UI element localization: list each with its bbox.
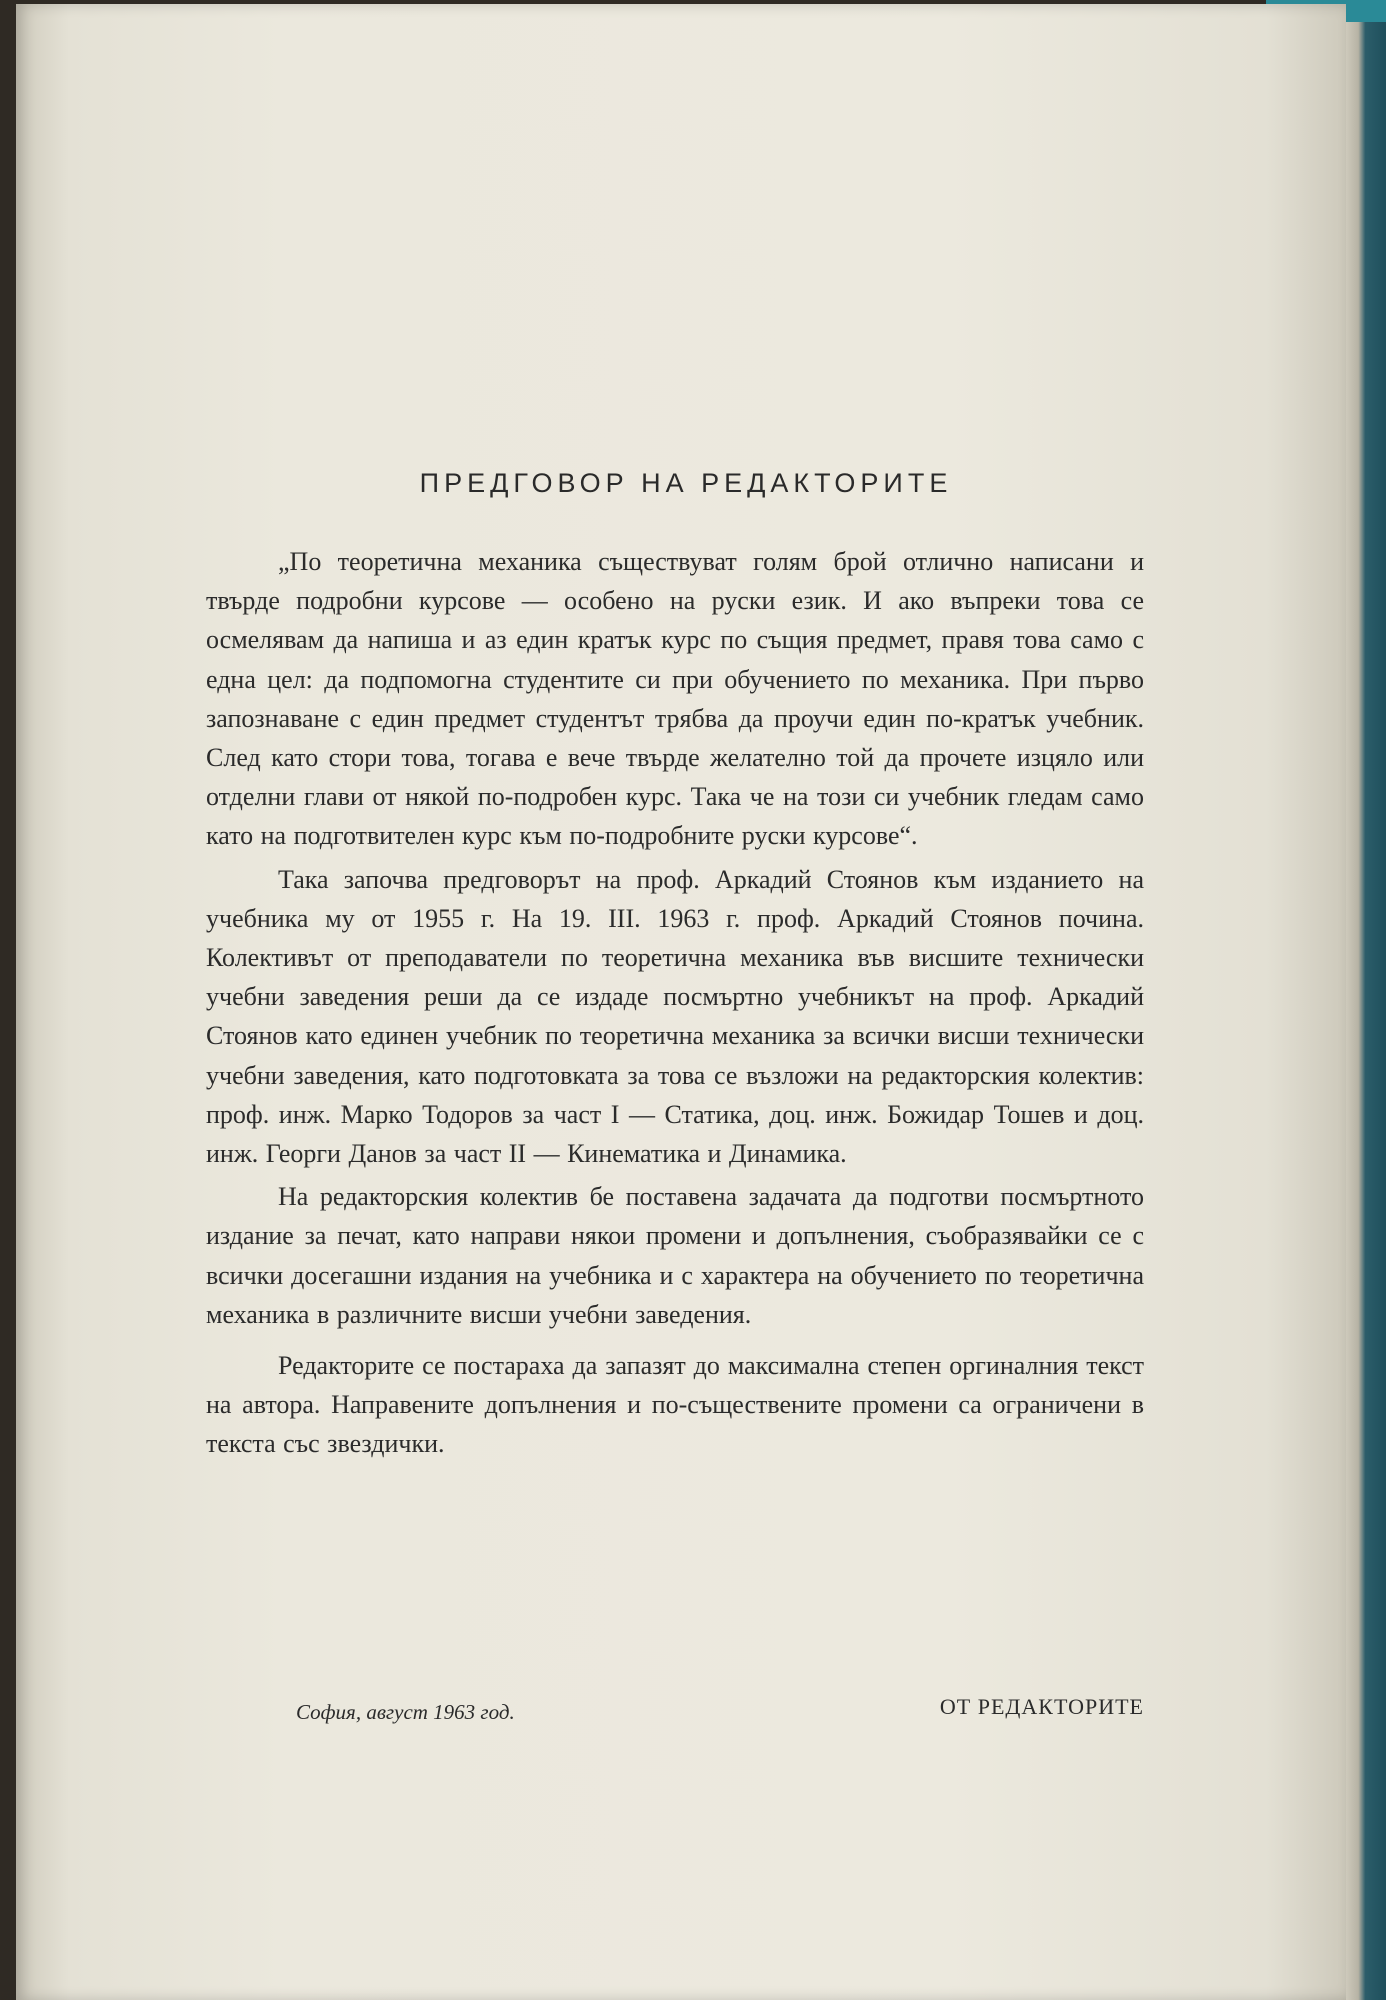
page-footer [206,1694,1144,1734]
book-cover-edge [1340,0,1386,2000]
place-date: София, август 1963 год. [296,1700,515,1724]
paragraph-task: На редакторския колектив бе поставена задачата да подготви посмъртното издание за печат, като направи някои промени и допълнения, съобразявайки се с всички досегашни издания на учебника и с характера на обучението по теоретична механика в различните висши учебни заведения. [206,1182,1144,1329]
body-text [206,542,1144,1464]
signature: ОТ РЕДАКТОРИТЕ [939,1694,1144,1719]
book-page [16,4,1346,2000]
page-title: ПРЕДГОВОР НА РЕДАКТОРИТЕ [419,468,953,498]
paragraph-editors: Редакторите се постараха да запазят до максимална степен оргиналния текст на автора. Направените допълнения и по-съществените промени са ограничени в текста със звездички. [206,1351,1144,1459]
paragraph-intro: Така започва предговорът на проф. Аркадий Стоянов към изданието на учебника му от 1955 г. На 19. III. 1963 г. проф. Аркадий Стоянов почина. Колективът от преподаватели по теоретична механика във висшите технически учебни заведения реши да се издаде посмъртно учебникът на проф. Аркадий Стоянов като единен учебник по теоретична механика за всички висши технически учебни заведения, като подготовката за това се възложи на редакторския колектив: проф. инж. Марко Тодоров за част I — Статика, доц. инж. Божидар Тошев и доц. инж. Георги Данов за част II — Кинематика и Динамика. [206,864,1144,1169]
paragraph-quote: „По теоретична механика съществуват голям брой отлично написани и твърде подробни курсове — особено на руски език. И ако въпреки това се осмелявам да напиша и аз един кратък курс по същия предмет, правя това само с една цел: да подпомогна студентите си при обучението по механика. При първо запознаване с един предмет студентът трябва да проучи един по-кратък учебник. След като стори това, тогава е вече твърде желателно той да прочете изцяло или отделни глави от някой по-подробен курс. Така че на този си учебник гледам само като на подготвителен курс към по-подробните руски курсове“. [206,547,1144,851]
